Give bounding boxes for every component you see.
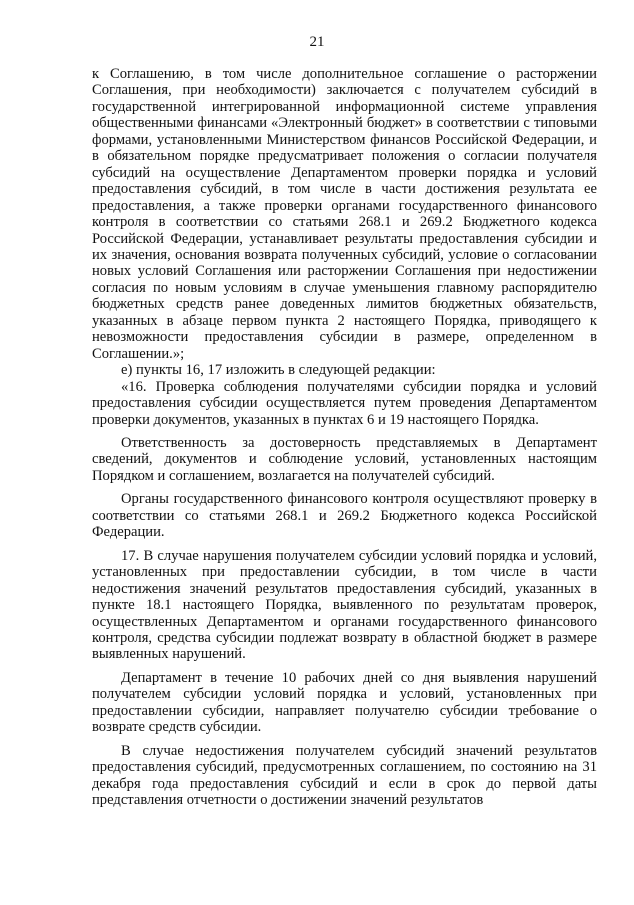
paragraph-agreement-terms: к Соглашению, в том числе дополнительное соглашение о расторжении Соглашения, при необходимости) заключается с получателем субсидий в государственной интегрированной информационной системе управления общественными финансами «Электронный бюджет» в соответствии с типовыми формами, установленными Министерством финансов Российской Федерации, и в обязательном порядке предусматривает положения о согласии получателя субсидий на осуществление Департаментом проверки порядка и условий предоставления субсидий, в том числе в части достижения результата ее предоставления, а также проверки органами государственного финансового контроля в соответствии со статьями 268.1 и 269.2 Бюджетного кодекса Российской Федерации, устанавливает результаты предоставления субсидии и их значения, основания возврата полученных субсидий, условие о согласовании новых условий Соглашения или расторжении Соглашения при недостижении согласия по новым условиям в случае уменьшения главному распорядителю бюджетных средств ранее доведенных лимитов бюджетных обязательств, указанных в абзаце первом пункта 2 настоящего Порядка, приводящего к невозможности предоставления субсидии в размере, определенном в Соглашении.»; bbox=[92, 66, 597, 362]
document-body bbox=[92, 66, 597, 808]
paragraph-return-demand: Департамент в течение 10 рабочих дней со дня выявления нарушений получателем субсидии условий порядка и условий, установленных при предоставлении субсидии, направляет получателю субсидии требование о возврате средств субсидии. bbox=[92, 669, 597, 736]
paragraph-financial-control: Органы государственного финансового контроля осуществляют проверку в соответствии со статьями 268.1 и 269.2 Бюджетного кодекса Российской Федерации. bbox=[92, 491, 597, 541]
paragraph-responsibility: Ответственность за достоверность представляемых в Департамент сведений, документов и соблюдение условий, установленных настоящим Порядком и соглашением, возлагается на получателей субсидий. bbox=[92, 434, 597, 484]
paragraph-non-achievement: В случае недостижения получателем субсидий значений результатов предоставления субсидий, предусмотренных соглашением, по состоянию на 31 декабря года предоставления субсидий и если в срок до первой даты представления отчетности о достижении значений результатов bbox=[92, 742, 597, 809]
paragraph-item-16: «16. Проверка соблюдения получателями субсидии порядка и условий предоставления субсидии осуществляется путем проведения Департаментом проверки документов, указанных в пунктах 6 и 19 настоящего Порядка. bbox=[92, 378, 597, 428]
paragraph-amendment-e: е) пункты 16, 17 изложить в следующей редакции: bbox=[121, 362, 436, 379]
paragraph-item-17: 17. В случае нарушения получателем субсидии условий порядка и условий, установленных при предоставлении субсидии, в том числе в части недостижения значений результатов предоставления субсидий, указанных в пункте 18.1 настоящего Порядка, выявленного по результатам проверок, осуществленных Департаментом и органами государственного финансового контроля, средства субсидии подлежат возврату в областной бюджет в размере выявленных нарушений. bbox=[92, 547, 597, 663]
page-number: 21 bbox=[309, 34, 325, 50]
